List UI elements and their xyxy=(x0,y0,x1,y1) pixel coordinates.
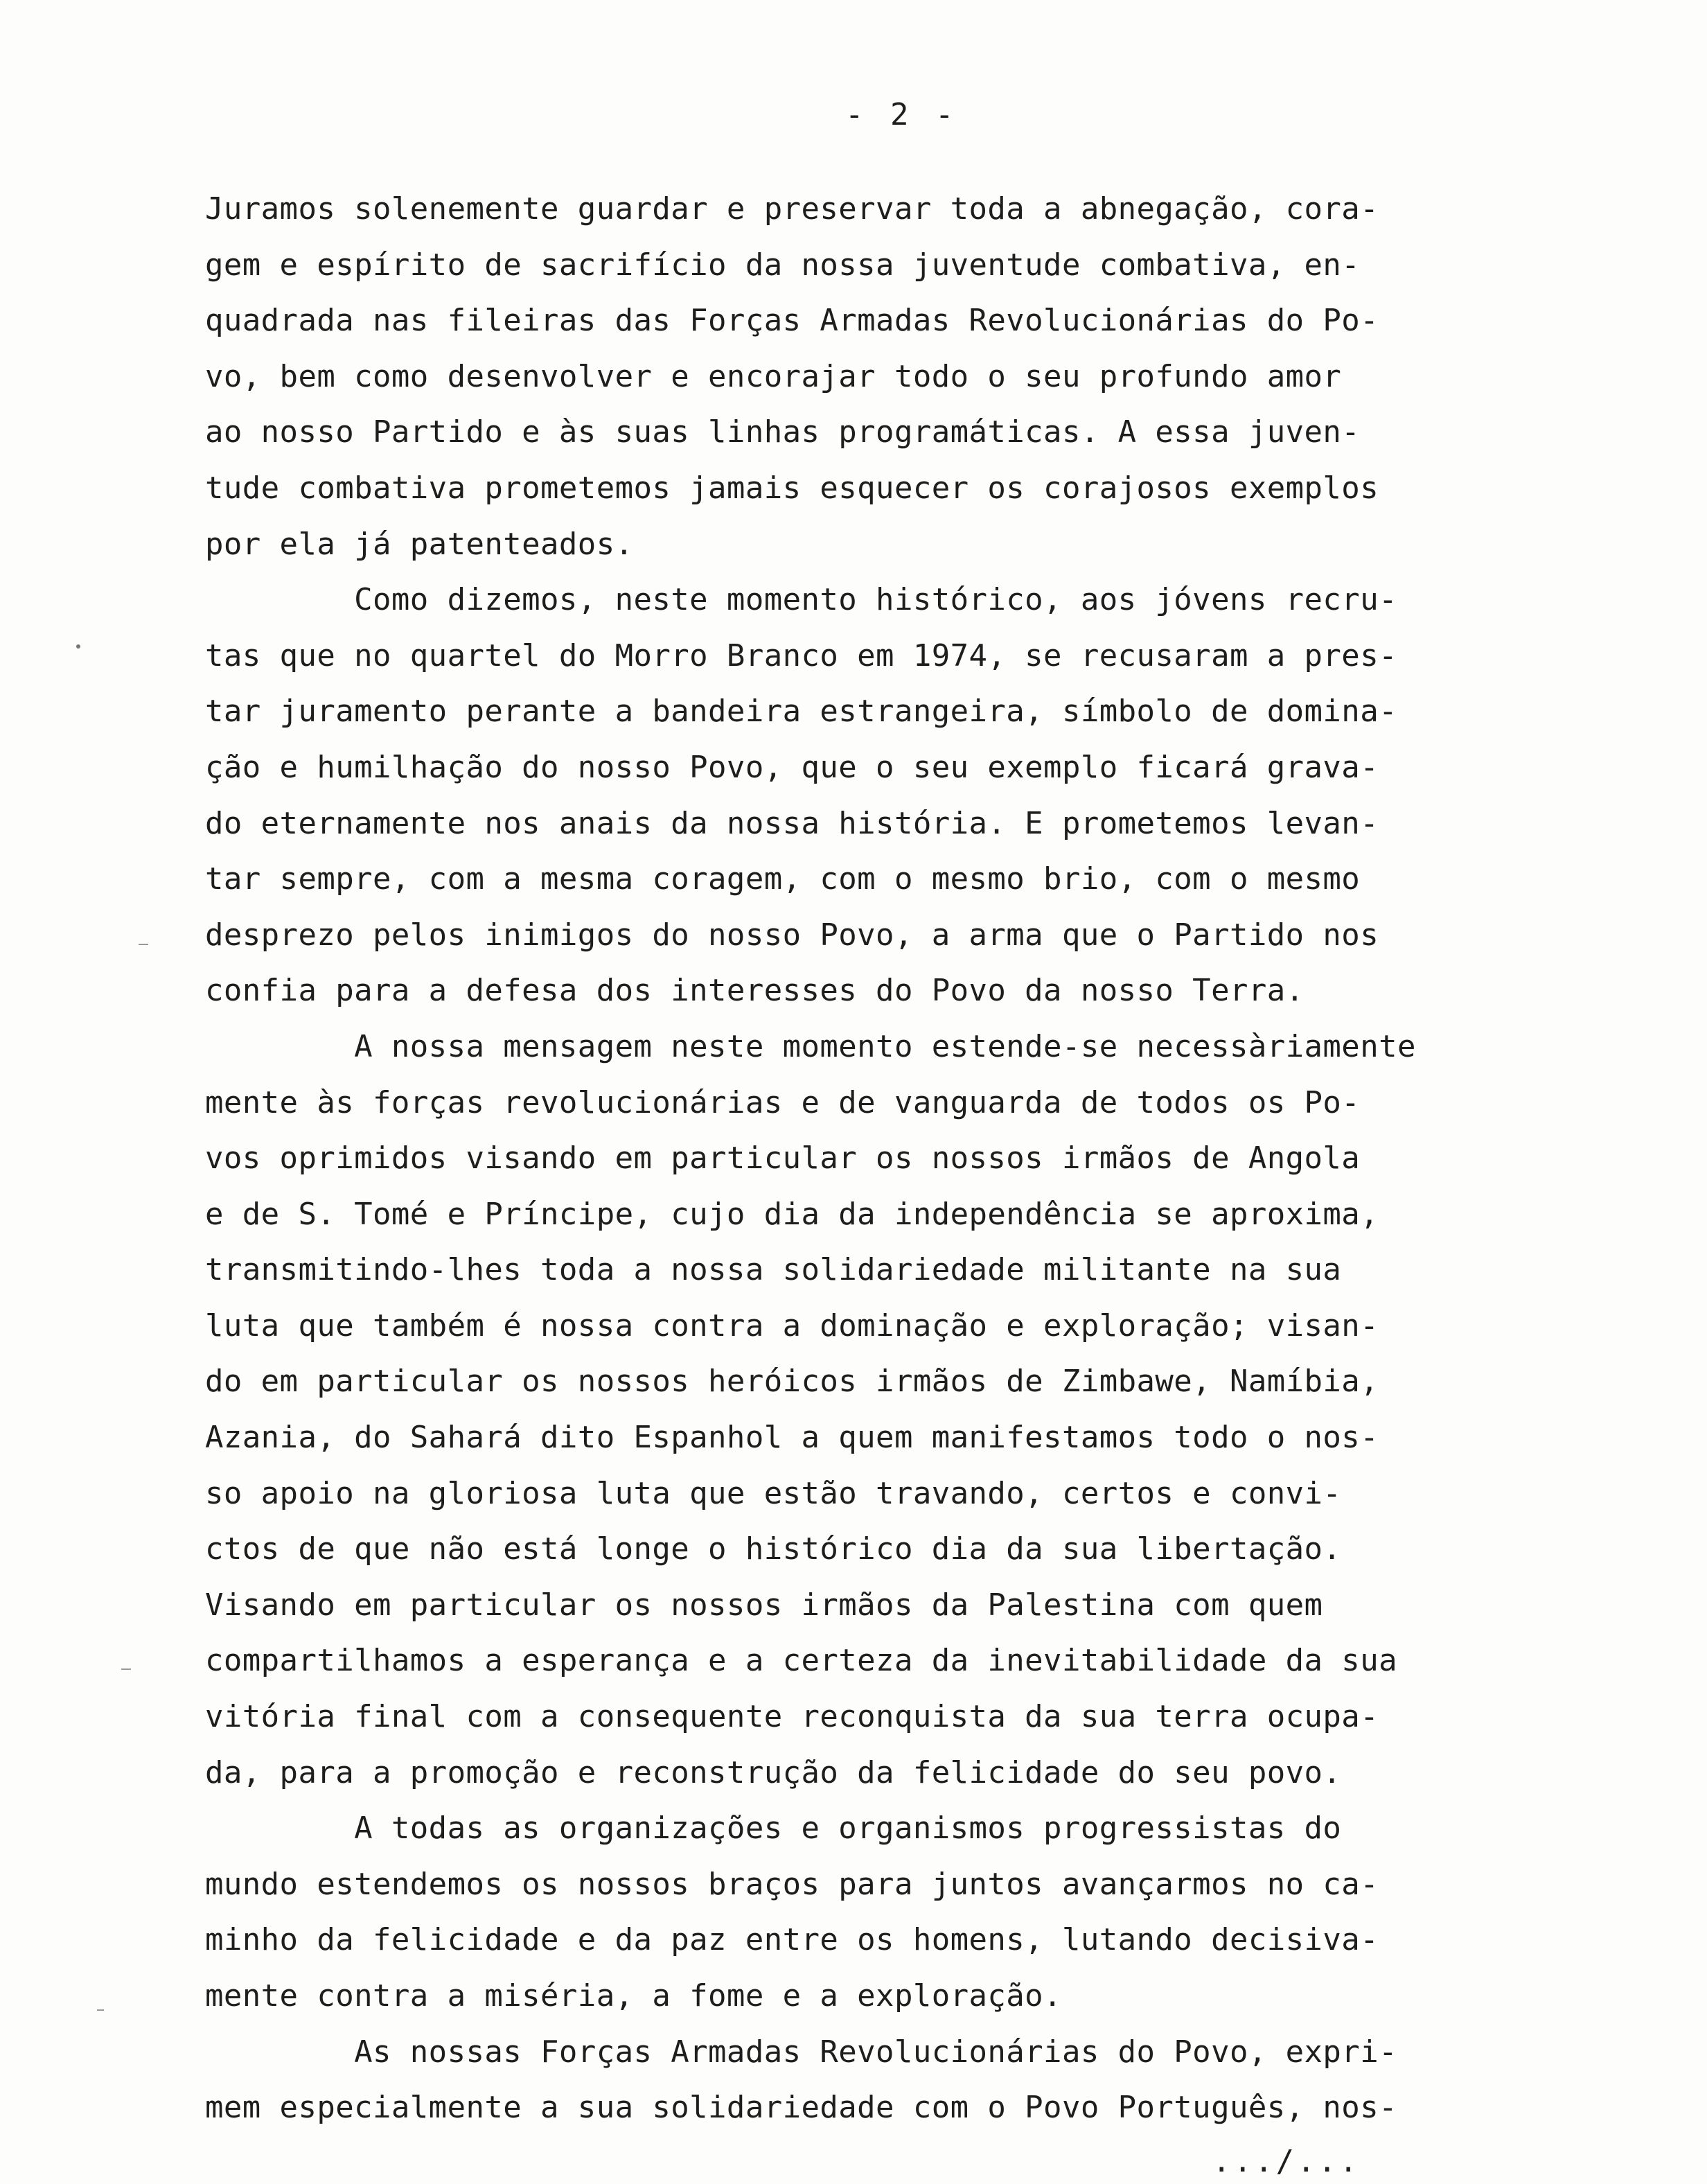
text-line: transmitindo-lhes toda a nossa solidariedade militante na sua xyxy=(205,1252,1342,1288)
text-line: por ela já patenteados. xyxy=(205,526,634,562)
text-line: confia para a defesa dos interesses do Povo da nosso Terra. xyxy=(205,973,1304,1009)
text-line: tude combativa prometemos jamais esquecer os corajosos exemplos xyxy=(205,470,1379,506)
text-line: A nossa mensagem neste momento estende-se necessàriamente xyxy=(205,1028,1416,1064)
text-line: do eternamente nos anais da nossa história. E prometemos levan- xyxy=(205,805,1379,841)
text-line: do em particular os nossos heróicos irmãos de Zimbawe, Namíbia, xyxy=(205,1364,1379,1400)
scan-mark xyxy=(121,1668,131,1670)
scan-mark xyxy=(139,944,148,945)
text-line: vitória final com a consequente reconquista da sua terra ocupa- xyxy=(205,1699,1379,1735)
text-line: so apoio na gloriosa luta que estão travando, certos e convi- xyxy=(205,1475,1342,1511)
scan-speck xyxy=(76,644,80,649)
text-line: Como dizemos, neste momento histórico, aos jóvens recru- xyxy=(205,582,1397,618)
text-line: vos oprimidos visando em particular os nossos irmãos de Angola xyxy=(205,1141,1361,1177)
text-line: tar juramento perante a bandeira estrangeira, símbolo de domina- xyxy=(205,694,1397,730)
text-line: compartilhamos a esperança e a certeza da inevitabilidade da sua xyxy=(205,1643,1397,1679)
text-line: mente contra a miséria, a fome e a exploração. xyxy=(205,1978,1062,2014)
text-line: Visando em particular os nossos irmãos da Palestina com quem xyxy=(205,1587,1323,1623)
text-line: A todas as organizações e organismos progressistas do xyxy=(205,1811,1342,1847)
text-line: e de S. Tomé e Príncipe, cujo dia da independência se aproxima, xyxy=(205,1196,1379,1232)
text-line: tar sempre, com a mesma coragem, com o mesmo brio, com o mesmo xyxy=(205,861,1361,897)
body-text xyxy=(205,182,1521,2136)
text-line: mente às forças revolucionárias e de vanguarda de todos os Po- xyxy=(205,1084,1361,1120)
text-line: Juramos solenemente guardar e preservar toda a abnegação, cora- xyxy=(205,191,1379,227)
page-number: - 2 - xyxy=(845,97,958,132)
text-line: ctos de que não está longe o histórico dia da sua libertação. xyxy=(205,1531,1342,1567)
text-line: mem especialmente a sua solidariedade com o Povo Português, nos- xyxy=(205,2090,1397,2126)
text-line: tas que no quartel do Morro Branco em 1974, se recusaram a pres- xyxy=(205,637,1397,673)
continuation-mark: .../... xyxy=(1212,2144,1361,2179)
text-line: ção e humilhação do nosso Povo, que o seu exemplo ficará grava- xyxy=(205,749,1379,785)
text-line: ao nosso Partido e às suas linhas programáticas. A essa juven- xyxy=(205,414,1361,450)
text-line: vo, bem como desenvolver e encorajar todo o seu profundo amor xyxy=(205,358,1342,394)
scan-mark xyxy=(97,2009,104,2011)
text-line: mundo estendemos os nossos braços para juntos avançarmos no ca- xyxy=(205,1866,1379,1902)
text-line: quadrada nas fileiras das Forças Armadas Revolucionárias do Po- xyxy=(205,303,1379,339)
text-line: minho da felicidade e da paz entre os homens, lutando decisiva- xyxy=(205,1922,1379,1958)
text-line: desprezo pelos inimigos do nosso Povo, a arma que o Partido nos xyxy=(205,917,1379,953)
text-line: da, para a promoção e reconstrução da felicidade do seu povo. xyxy=(205,1754,1342,1790)
text-line: As nossas Forças Armadas Revolucionárias do Povo, expri- xyxy=(205,2034,1397,2070)
text-line: luta que também é nossa contra a dominação e exploração; visan- xyxy=(205,1307,1379,1344)
text-line: Azania, do Sahará dito Espanhol a quem manifestamos todo o nos- xyxy=(205,1420,1379,1456)
text-line: gem e espírito de sacrifício da nossa juventude combativa, en- xyxy=(205,247,1361,283)
